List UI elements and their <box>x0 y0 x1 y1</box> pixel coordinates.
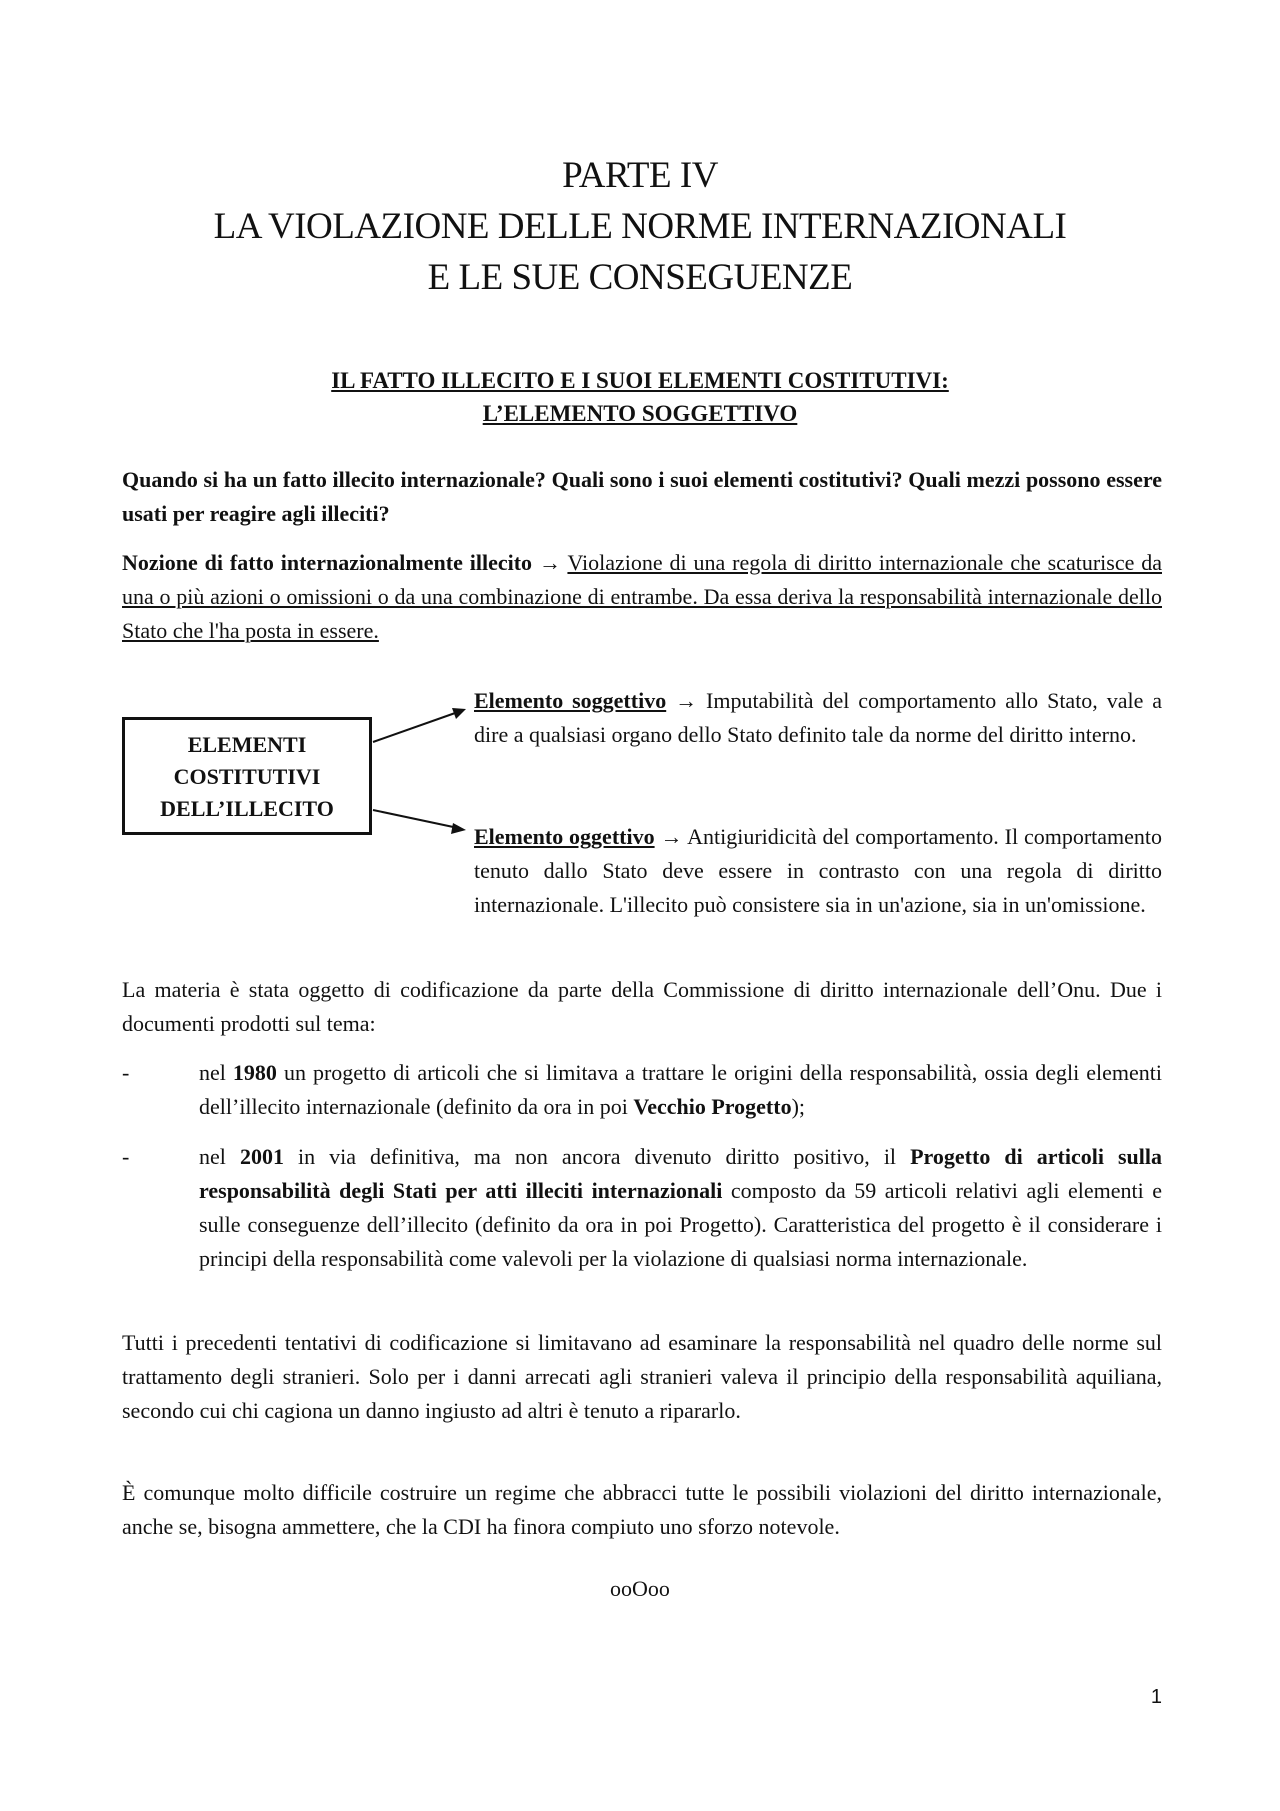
section-separator: ooOoo <box>610 1576 670 1601</box>
objective-text: Antigiuridicità del comportamento. Il comportamento tenuto dallo Stato deve essere in contrasto con una regola di diritto internazionale. L'illecito può consistere sia in un'azione, sia in un'omissione. <box>474 824 1163 917</box>
box-line-3: DELL’ILLECITO <box>160 796 334 821</box>
diagram-arrows <box>370 700 480 840</box>
section-heading-line-1: IL FATTO ILLECITO E I SUOI ELEMENTI COSTITUTIVI: <box>331 368 949 393</box>
item2-year: 2001 <box>239 1144 284 1169</box>
box-line-2: COSTITUTIVI <box>173 764 321 789</box>
list-item-text-1980 <box>199 1056 1162 1124</box>
item1-year: 1980 <box>232 1060 277 1085</box>
item2-pre: nel <box>199 1144 226 1169</box>
objective-label: Elemento oggettivo <box>474 824 655 849</box>
title-line-2: LA VIOLAZIONE DELLE NORME INTERNAZIONALI <box>213 206 1067 247</box>
item1-end: ); <box>791 1094 806 1119</box>
page-number: 1 <box>1150 1686 1162 1708</box>
list-dash: - <box>122 1060 130 1085</box>
item1-bold: Vecchio Progetto <box>633 1094 792 1119</box>
section-heading-line-2: L’ELEMENTO SOGGETTIVO <box>482 401 798 426</box>
title-line-1: PARTE IV <box>562 155 718 196</box>
objective-element <box>474 820 1162 922</box>
arrowhead-subjective <box>452 708 466 719</box>
item2-text: in via definitiva, ma non ancora divenuto diritto positivo, il <box>297 1144 897 1169</box>
box-line-1: ELEMENTI <box>187 732 307 757</box>
elements-box <box>122 717 372 835</box>
objective-arrow: → <box>660 824 683 849</box>
definition-paragraph <box>122 546 1162 648</box>
arrow-to-subjective <box>373 712 458 742</box>
arrowhead-objective <box>451 823 466 834</box>
codification-intro: La materia è stata oggetto di codificazione da parte della Commissione di diritto internazionale dell’Onu. Due i documenti prodotti sul tema: <box>122 977 1162 1036</box>
list-item-text-2001 <box>199 1140 1162 1276</box>
subjective-arrow: → <box>675 688 698 713</box>
definition-text: Violazione di una regola di diritto internazionale che scaturisce da una o più azioni o omissioni o da una combinazione di entrambe. Da essa deriva la responsabilità internazionale dello Stato che l'ha posta in essere. <box>122 550 1162 643</box>
item1-text: un progetto di articoli che si limitava a trattare le origini della responsabilità, ossia degli elementi dell’illecito internazionale (definito da ora in poi <box>199 1060 1163 1119</box>
title-line-3: E LE SUE CONSEGUENZE <box>427 257 853 298</box>
questions-paragraph: Quando si ha un fatto illecito internazionale? Quali sono i suoi elementi costitutivi? Quali mezzi possono essere usati per reagire agli illeciti? <box>122 467 1162 526</box>
list-dash: - <box>122 1144 130 1169</box>
previous-attempts-paragraph: Tutti i precedenti tentativi di codificazione si limitavano ad esaminare la responsabilità nel quadro delle norme sul trattamento degli stranieri. Solo per i danni arrecati agli stranieri valeva il principio della responsabilità aquiliana, secondo cui chi cagiona un danno ingiusto ad altri è tenuto a ripararlo. <box>122 1330 1162 1423</box>
section-heading <box>0 364 1280 430</box>
definition-label: Nozione di fatto internazionalmente illecito <box>122 550 533 575</box>
difficulty-paragraph: È comunque molto difficile costruire un regime che abbracci tutte le possibili violazioni del diritto internazionale, anche se, bisogna ammettere, che la CDI ha finora compiuto uno sforzo notevole. <box>122 1480 1162 1539</box>
subjective-text: Imputabilità del comportamento allo Stato, vale a dire a qualsiasi organo dello Stato definito tale da norme del diritto interno. <box>474 688 1163 747</box>
item1-pre: nel <box>199 1060 226 1085</box>
subjective-element <box>474 684 1162 752</box>
arrow-to-objective <box>373 810 458 828</box>
subjective-label: Elemento soggettivo <box>474 688 667 713</box>
page-title <box>0 150 1280 303</box>
definition-arrow: → <box>538 550 561 575</box>
item2-bold: Progetto di articoli sulla responsabilità degli Stati per atti illeciti internazionali <box>199 1144 1163 1203</box>
item2-end: composto da 59 articoli relativi agli elementi e sulle conseguenze dell’illecito (definito da ora in poi Progetto). Caratteristica del progetto è il considerare i principi della responsabilità come valevoli per la violazione di qualsiasi norma internazionale. <box>199 1178 1162 1271</box>
